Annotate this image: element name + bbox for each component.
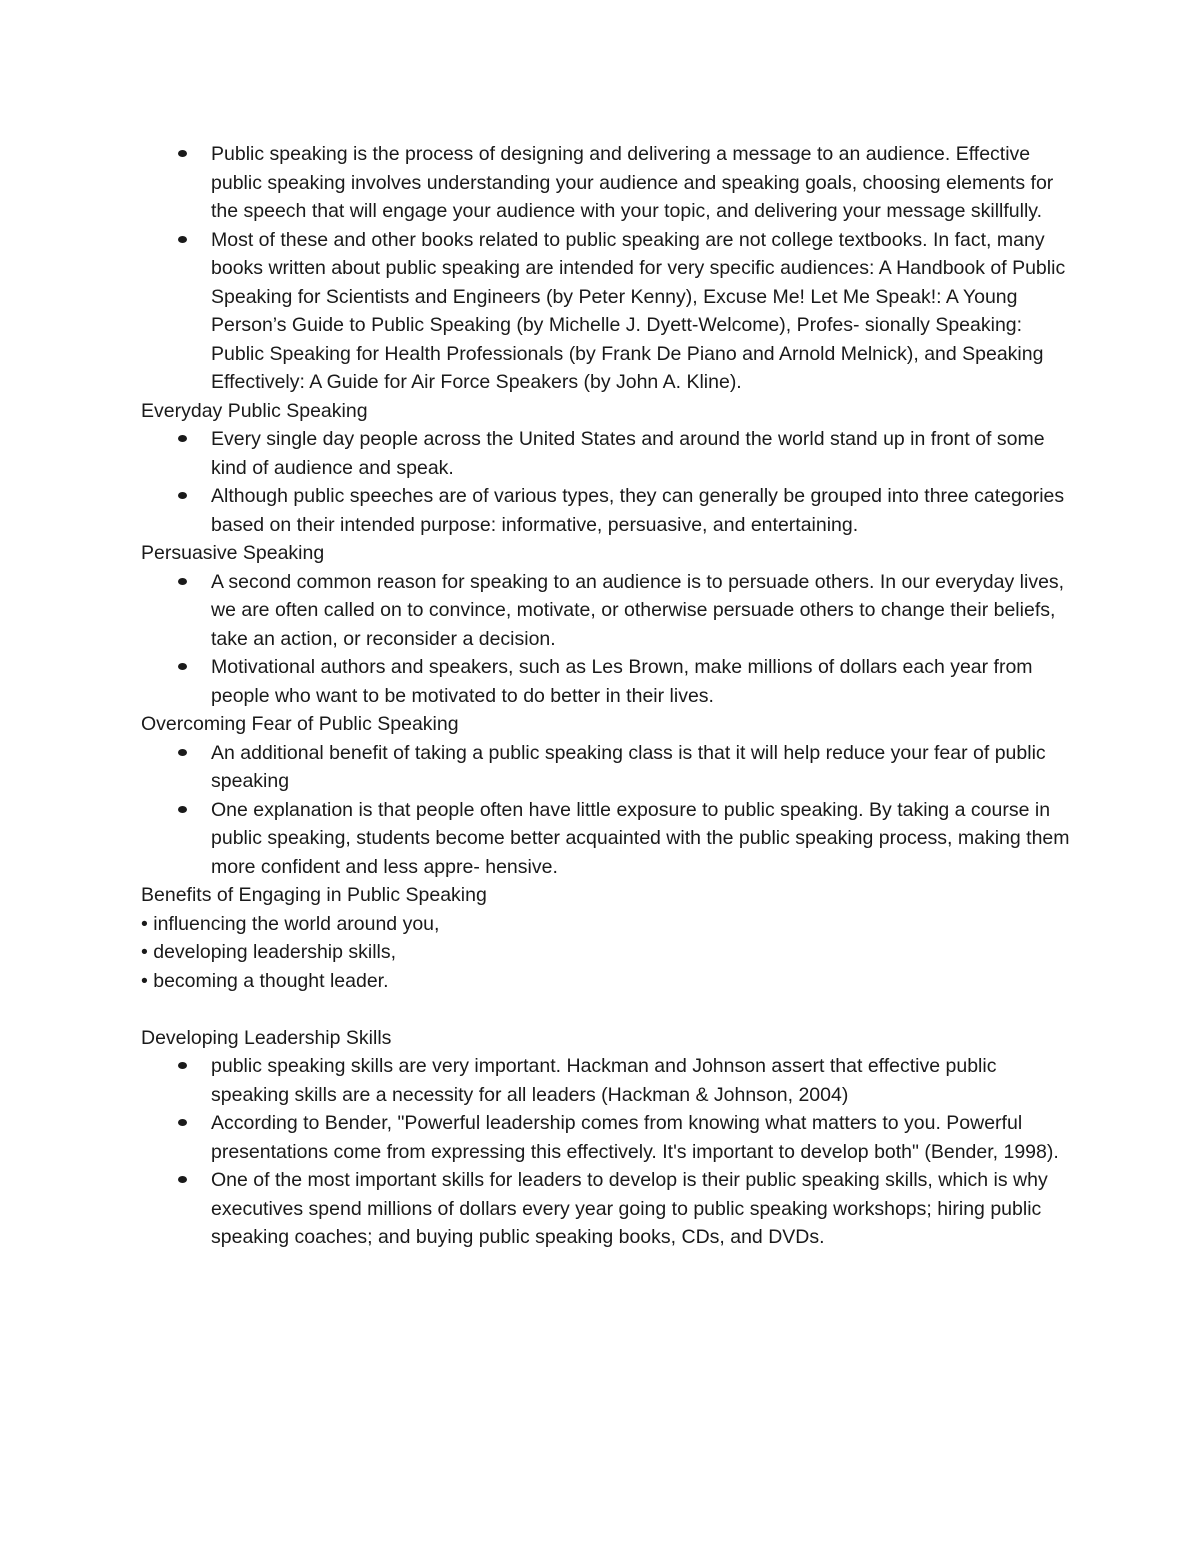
list-item-text: Although public speeches are of various types, they can generally be grouped into three categories based on their intended purpose: informative, persuasive, and entertaining.	[211, 485, 1065, 536]
document-page	[141, 140, 1071, 1252]
section-heading-persuasive: Persuasive Speaking	[141, 542, 325, 564]
list-item	[211, 140, 1071, 226]
benefit-item: • developing leadership skills,	[141, 941, 397, 963]
bullet-icon	[178, 749, 187, 756]
list-item-text: Motivational authors and speakers, such as Les Brown, make millions of dollars each year from people who want to be motivated to do better in their lives.	[211, 656, 1033, 707]
list-item	[211, 653, 1071, 710]
benefit-item: • influencing the world around you,	[141, 912, 440, 935]
bullet-icon	[178, 578, 187, 585]
list-item-text: Every single day people across the United States and around the world stand up in front of some kind of audience and speak.	[211, 428, 1045, 479]
intro-list	[141, 140, 1071, 397]
section-heading-fear: Overcoming Fear of Public Speaking	[141, 713, 459, 735]
list-item	[211, 425, 1071, 482]
leadership-list	[141, 1052, 1071, 1252]
bullet-icon	[178, 806, 187, 813]
blank-line	[141, 995, 1071, 1024]
list-item	[211, 568, 1071, 654]
bullet-icon	[178, 663, 187, 670]
list-item	[211, 226, 1071, 397]
bullet-icon	[178, 1119, 187, 1126]
list-item-text: An additional benefit of taking a public speaking class is that it will help reduce your fear of public speaking	[211, 741, 1046, 792]
list-item-text: Public speaking is the process of designing and delivering a message to an audience. Effective public speaking involves understanding your audience and speaking goals, choosing elements for the speech that will engage your audience with your topic, and delivering your message skillfully.	[211, 143, 1054, 222]
section-heading-everyday: Everyday Public Speaking	[141, 399, 368, 422]
list-item	[211, 1166, 1071, 1252]
section-heading-benefits: Benefits of Engaging in Public Speaking	[141, 884, 487, 906]
bullet-icon	[178, 1176, 187, 1183]
list-item	[211, 796, 1071, 882]
bullet-icon	[178, 1062, 187, 1069]
benefit-item: • becoming a thought leader.	[141, 969, 389, 992]
bullet-icon	[178, 435, 187, 442]
list-item-text: According to Bender, "Powerful leadership comes from knowing what matters to you. Powerful presentations come from expressing this effectively. It's important to develop both" (Bender, 1998).	[211, 1112, 1059, 1163]
list-item-text: A second common reason for speaking to an audience is to persuade others. In our everyday lives, we are often called on to convince, motivate, or otherwise persuade others to change their beliefs, take an action, or reconsider a decision.	[211, 570, 1065, 650]
list-item-text: Most of these and other books related to public speaking are not college textbooks. In fact, many books written about public speaking are intended for very specific audiences: A Handbook of Public Speaking for Scientists and Engineers (by Peter Kenny), Excuse Me! Let Me Speak!: A Young Person’s Guide to Public Speaking (by Michelle J. Dyett-Welcome), Profes- sionally Speaking: Public Speaking for Health Professionals (by Frank De Piano and Arnold Melnick), and Speaking Effectively: A Guide for Air Force Speakers (by John A. Kline).	[211, 228, 1066, 393]
bullet-icon	[178, 492, 187, 499]
persuasive-list	[141, 568, 1071, 711]
fear-list	[141, 739, 1071, 882]
list-item-text: public speaking skills are very important. Hackman and Johnson assert that effective public speaking skills are a necessity for all leaders (Hackman & Johnson, 2004)	[211, 1055, 997, 1106]
list-item	[211, 739, 1071, 796]
list-item	[211, 1052, 1071, 1109]
list-item-text: One of the most important skills for leaders to develop is their public speaking skills, which is why executives spend millions of dollars every year going to public speaking workshops; hiring public speaking coaches; and buying public speaking books, CDs, and DVDs.	[211, 1169, 1048, 1248]
list-item	[211, 482, 1071, 539]
list-item-text: One explanation is that people often have little exposure to public speaking. By taking a course in public speaking, students become better acquainted with the public speaking process, making them more confident and less appre- hensive.	[211, 798, 1070, 878]
everyday-list	[141, 425, 1071, 539]
section-heading-leadership: Developing Leadership Skills	[141, 1026, 392, 1049]
bullet-icon	[178, 236, 187, 243]
list-item	[211, 1109, 1071, 1166]
bullet-icon	[178, 150, 187, 157]
